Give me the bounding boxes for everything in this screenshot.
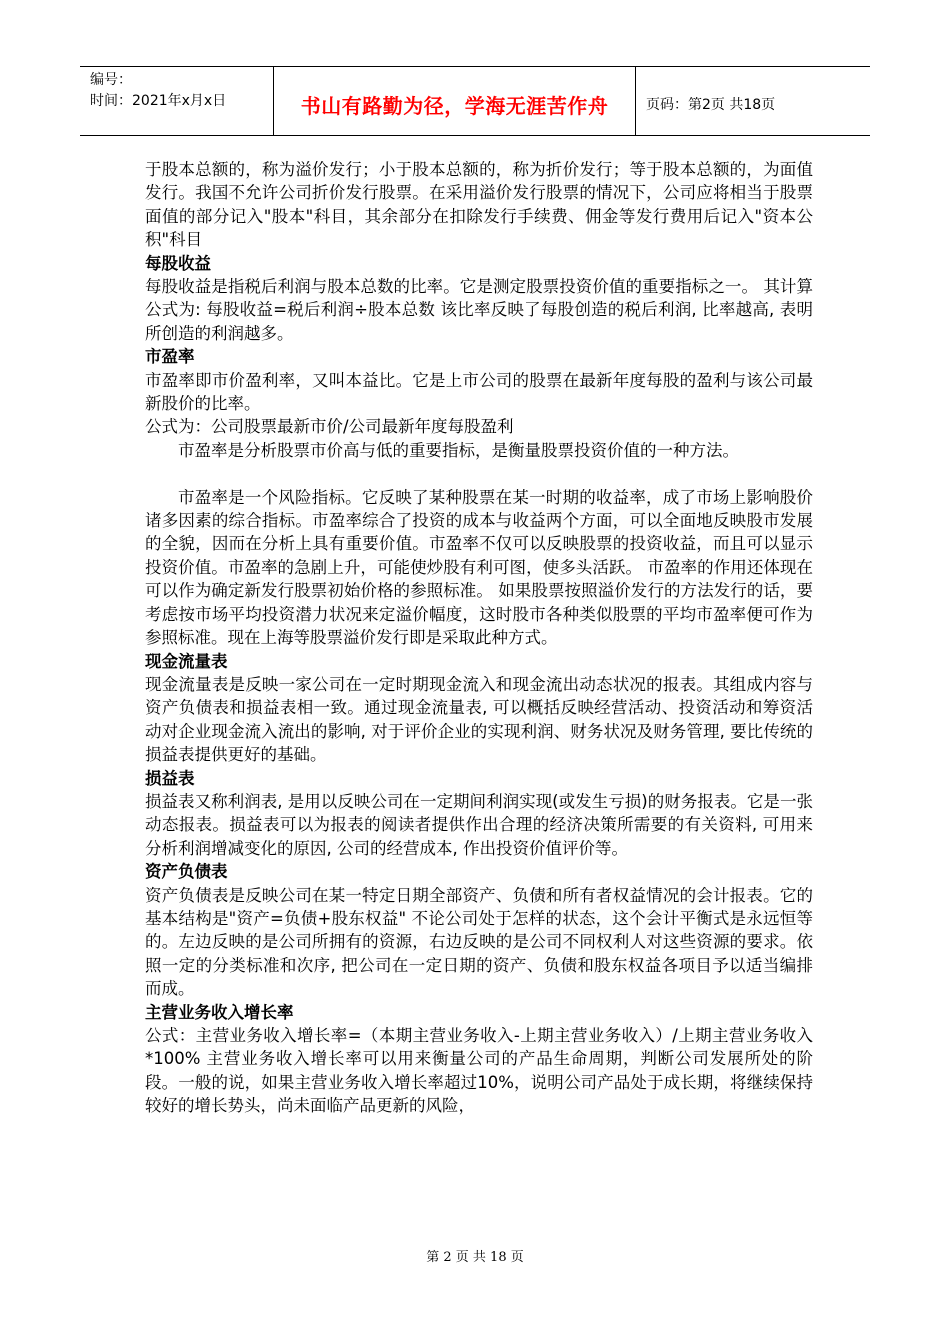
income-statement-paragraph: 损益表又称利润表, 是用以反映公司在一定期间利润实现(或发生亏损)的财务报表。它是一张动态报表。损益表可以为报表的阅读者提供作出合理的经济决策所需要的有关资料, 可用来分析利润增减变化的原因, 公司的经营成本, 作出投资价值评价等。 [145, 791, 813, 858]
section-title-eps: 每股收益 [145, 253, 211, 273]
section-title-cash-flow: 现金流量表 [145, 651, 228, 671]
section-title-pe: 市盈率 [145, 347, 195, 367]
eps-paragraph: 每股收益是指税后利润与股本总数的比率。它是测定股票投资价值的重要指标之一。 其计算公式为: 每股收益=税后利润÷股本总数 该比率反映了每股创造的税后利润, 比率越高, 表明所创造的利润越多。 [145, 277, 813, 343]
header-motto: 书山有路勤为径，学海无涯苦作舟 [274, 67, 636, 135]
page-header [80, 66, 870, 136]
cash-flow-paragraph: 现金流量表是反映一家公司在一定时期现金流入和现金流出动态状况的报表。其组成内容与资产负债表和损益表相一致。通过现金流量表, 可以概括反映经营活动、投资活动和筹资活动对企业现金流入流出的影响, 对于评价企业的实现利润、财务状况及财务管理, 要比传统的损益表提供更好的基础。 [145, 674, 813, 765]
document-date: 时间：2021年x月x日 [90, 93, 227, 109]
intro-paragraph: 于股本总额的，称为溢价发行；小于股本总额的，称为折价发行；等于股本总额的，为面值发行。我国不允许公司折价发行股票。在采用溢价发行股票的情况下，公司应将相当于股票面值的部分记入"股本"科目，其余部分在扣除发行手续费、佣金等发行费用后记入"资本公积"科目 [145, 160, 813, 250]
page-footer: 第 2 页 共 18 页 [426, 1250, 524, 1265]
blank-line [145, 462, 813, 485]
header-meta [80, 67, 274, 135]
pe-formula: 公式为：公司股票最新市价/公司最新年度每股盈利 [145, 417, 514, 437]
section-title-income-statement: 损益表 [145, 768, 195, 788]
header-page-info: 页码：第2页 共18页 [646, 97, 776, 113]
document-number-label: 编号： [90, 72, 132, 88]
document-body [145, 158, 813, 1118]
section-title-revenue-growth: 主营业务收入增长率 [145, 1002, 294, 1022]
balance-sheet-paragraph: 资产负债表是反映公司在某一特定日期全部资产、负债和所有者权益情况的会计报表。它的基本结构是"资产=负债+股东权益" 不论公司处于怎样的状态，这个会计平衡式是永远恒等的。左边反映的是公司所拥有的资源，右边反映的是公司不同权利人对这些资源的要求。依照一定的分类标准和次序, 把公司在一定日期的资产、负债和股东权益各项目予以适当编排而成。 [145, 885, 813, 999]
pe-paragraph-3: 市盈率是一个风险指标。它反映了某种股票在某一时期的收益率，成了市场上影响股价诸多因素的综合指标。市盈率综合了投资的成本与收益两个方面，可以全面地反映股市发展的全貌，因而在分析上具有重要价值。市盈率不仅可以反映股票的投资收益，而且可以显示投资价值。市盈率的急剧上升，可能使炒股有利可图，使多头活跃。 市盈率的作用还体现在可以作为确定新发行股票初始价格的参照标准。 如果股票按照溢价发行的方法发行的话，要考虑按市场平均投资潜力状况来定溢价幅度，这时股市各种类似股票的平均市盈率便可作为参照标准。现在上海等股票溢价发行即是采取此种方式。 [145, 487, 813, 648]
pe-paragraph-1: 市盈率即市价盈利率，又叫本益比。它是上市公司的股票在最新年度每股的盈利与该公司最新股价的比率。 [145, 370, 813, 414]
pe-paragraph-2: 市盈率是分析股票市价高与低的重要指标，是衡量股票投资价值的一种方法。 [178, 440, 739, 460]
revenue-growth-paragraph: 公式：主营业务收入增长率=（本期主营业务收入-上期主营业务收入）/上期主营业务收入*100% 主营业务收入增长率可以用来衡量公司的产品生命周期，判断公司发展所处的阶段。一般的说，如果主营业务收入增长率超过10%，说明公司产品处于成长期，将继续保持较好的增长势头，尚未面临产品更新的风险， [145, 1026, 813, 1116]
section-title-balance-sheet: 资产负债表 [145, 862, 228, 882]
